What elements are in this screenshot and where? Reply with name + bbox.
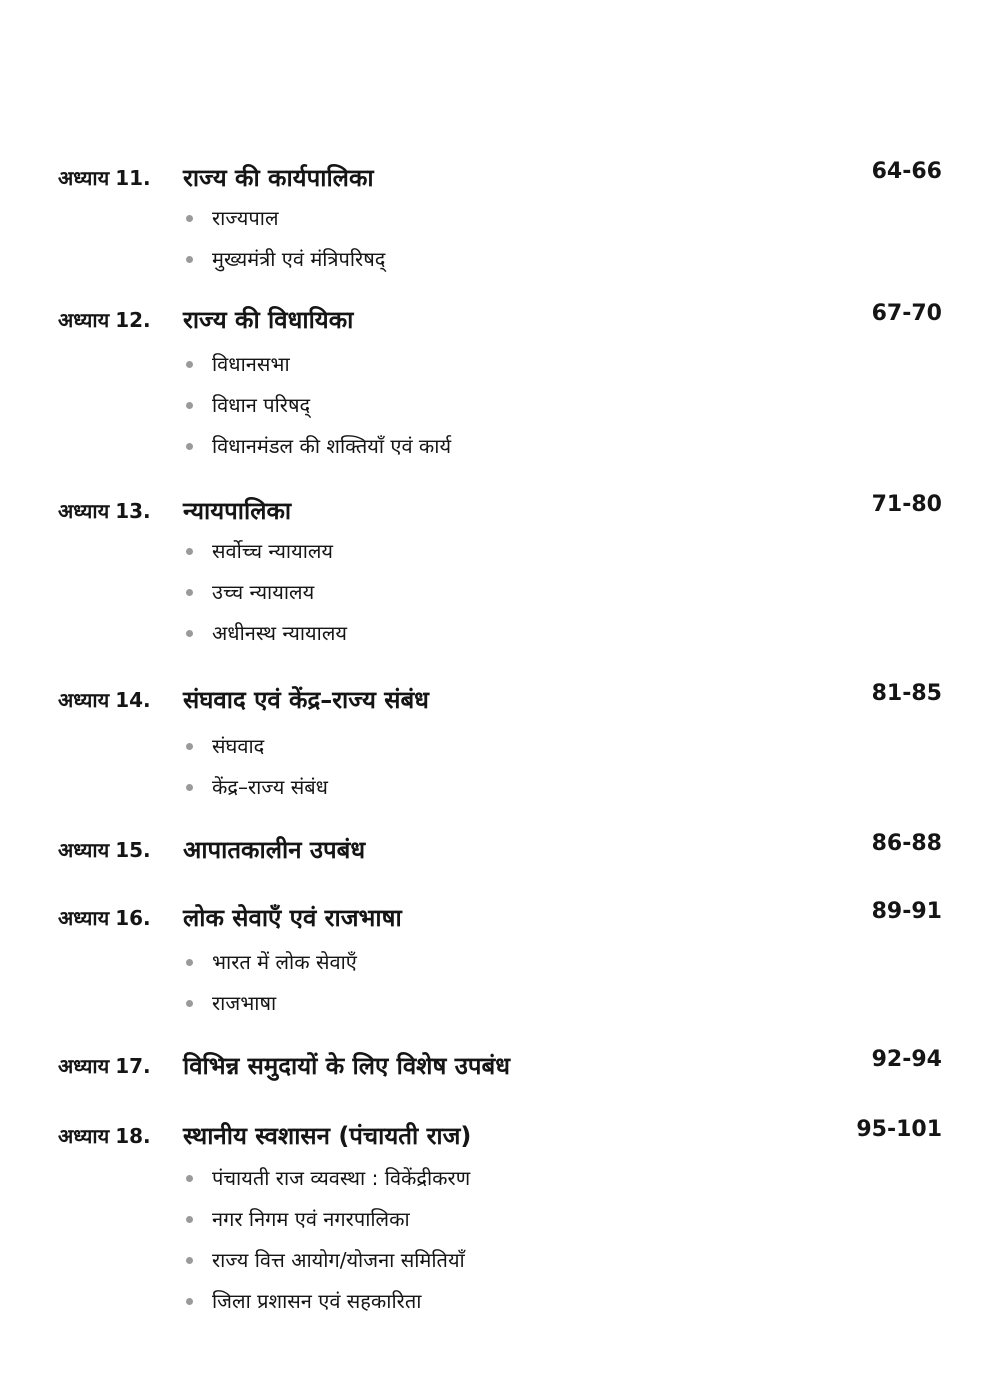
topic-item: विधानसभा: [0, 344, 1000, 385]
chapter-14: [0, 680, 1000, 802]
bullet-icon: [186, 959, 193, 966]
bullet-icon: [186, 361, 193, 368]
chapter-title: न्यायपालिका: [183, 497, 292, 525]
chapter-label: अध्याय 15.: [58, 838, 151, 862]
chapter-pages: 64-66: [871, 159, 942, 184]
chapter-12: [0, 300, 1000, 463]
chapter-pages: 86-88: [871, 831, 942, 856]
bullet-icon: [186, 630, 193, 637]
topic-item: भारत में लोक सेवाएँ: [0, 942, 1000, 983]
chapter-18: [0, 1116, 1000, 1320]
chapter-heading: [0, 1116, 1000, 1156]
topic-list: [0, 198, 1000, 280]
chapter-title: राज्य की कार्यपालिका: [183, 164, 374, 192]
bullet-icon: [186, 256, 193, 263]
bullet-icon: [186, 1175, 193, 1182]
topic-item: राजभाषा: [0, 983, 1000, 1024]
chapter-label: अध्याय 16.: [58, 906, 151, 930]
chapter-label: अध्याय 14.: [58, 688, 151, 712]
topic-item: केंद्र–राज्य संबंध: [0, 767, 1000, 808]
topic-list: [0, 1158, 1000, 1322]
bullet-icon: [186, 1257, 193, 1264]
bullet-icon: [186, 443, 193, 450]
topic-item: मुख्यमंत्री एवं मंत्रिपरिषद्: [0, 239, 1000, 280]
topic-item: राज्यपाल: [0, 198, 1000, 239]
chapter-title: संघवाद एवं केंद्र–राज्य संबंध: [183, 686, 429, 714]
chapter-13: [0, 491, 1000, 654]
topic-item: उच्च न्यायालय: [0, 572, 1000, 613]
topic-list: [0, 942, 1000, 1024]
chapter-label: अध्याय 18.: [58, 1124, 151, 1148]
chapter-heading: [0, 830, 1000, 870]
topic-item: विधान परिषद्: [0, 385, 1000, 426]
chapter-pages: 89-91: [871, 899, 942, 924]
bullet-icon: [186, 402, 193, 409]
chapter-title: विभिन्न समुदायों के लिए विशेष उपबंध: [183, 1052, 510, 1080]
topic-item: विधानमंडल की शक्तियाँ एवं कार्य: [0, 426, 1000, 467]
chapter-heading: [0, 1046, 1000, 1086]
chapter-heading: [0, 680, 1000, 720]
bullet-icon: [186, 589, 193, 596]
chapter-heading: [0, 158, 1000, 198]
chapter-pages: 81-85: [871, 681, 942, 706]
bullet-icon: [186, 548, 193, 555]
bullet-icon: [186, 1216, 193, 1223]
chapter-title: आपातकालीन उपबंध: [183, 836, 366, 864]
chapter-label: अध्याय 12.: [58, 308, 151, 332]
topic-item: जिला प्रशासन एवं सहकारिता: [0, 1281, 1000, 1322]
chapter-title: लोक सेवाएँ एवं राजभाषा: [183, 904, 402, 932]
chapter-16: [0, 898, 1000, 1020]
chapter-pages: 95-101: [856, 1117, 942, 1142]
bullet-icon: [186, 1298, 193, 1305]
chapter-label: अध्याय 13.: [58, 499, 151, 523]
topic-item: सर्वोच्च न्यायालय: [0, 531, 1000, 572]
topic-item: नगर निगम एवं नगरपालिका: [0, 1199, 1000, 1240]
chapter-heading: [0, 898, 1000, 938]
chapter-title: राज्य की विधायिका: [183, 306, 354, 334]
topic-item: अधीनस्थ न्यायालय: [0, 613, 1000, 654]
bullet-icon: [186, 743, 193, 750]
chapter-title: स्थानीय स्वशासन (पंचायती राज): [183, 1122, 472, 1150]
chapter-11: [0, 158, 1000, 280]
chapter-pages: 71-80: [871, 492, 942, 517]
chapter-heading: [0, 491, 1000, 531]
chapter-pages: 92-94: [871, 1047, 942, 1072]
chapter-label: अध्याय 17.: [58, 1054, 151, 1078]
chapter-heading: [0, 300, 1000, 340]
topic-list: [0, 344, 1000, 467]
bullet-icon: [186, 215, 193, 222]
topic-list: [0, 531, 1000, 654]
chapter-15: [0, 830, 1000, 870]
chapter-label: अध्याय 11.: [58, 166, 151, 190]
topic-item: संघवाद: [0, 726, 1000, 767]
bullet-icon: [186, 784, 193, 791]
bullet-icon: [186, 1000, 193, 1007]
topic-list: [0, 726, 1000, 808]
topic-item: राज्य वित्त आयोग/योजना समितियाँ: [0, 1240, 1000, 1281]
chapter-17: [0, 1046, 1000, 1086]
chapter-pages: 67-70: [871, 301, 942, 326]
topic-item: पंचायती राज व्यवस्था : विकेंद्रीकरण: [0, 1158, 1000, 1199]
